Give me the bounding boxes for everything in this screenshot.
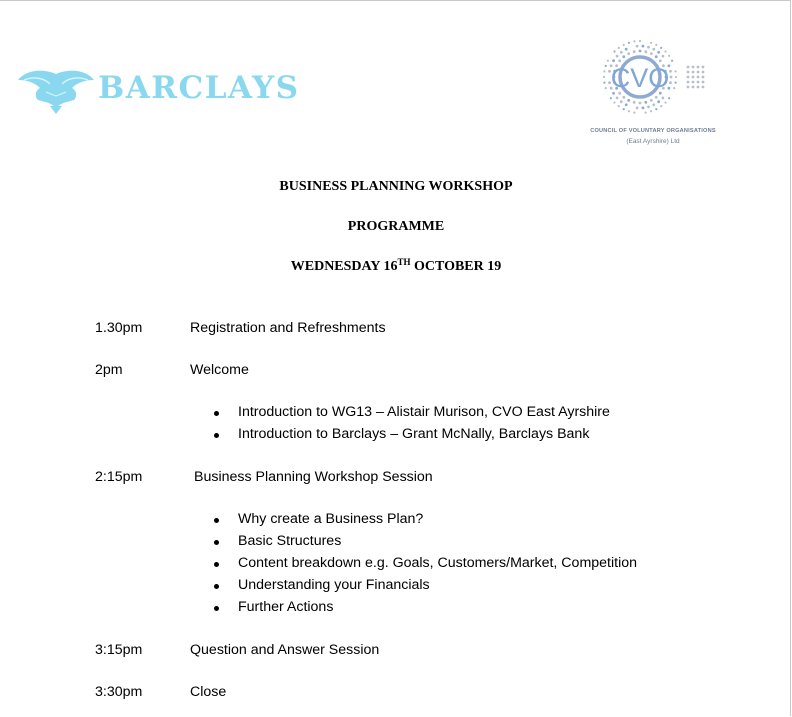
cvo-dot	[644, 50, 647, 53]
cvo-dot	[662, 55, 665, 58]
cvo-dot	[675, 82, 677, 84]
cvo-dot	[687, 66, 690, 69]
cvo-logo	[590, 33, 716, 151]
cvo-dot	[687, 71, 690, 74]
cvo-dot	[647, 105, 650, 108]
cvo-dot	[687, 76, 690, 79]
cvo-dot	[650, 42, 652, 44]
cvo-dot	[650, 99, 653, 102]
cvo-dot	[622, 55, 625, 58]
cvo-dot	[655, 44, 657, 46]
cvo-dot	[687, 86, 690, 89]
cvo-full-name: COUNCIL OF VOLUNTARY ORGANISATIONS	[590, 128, 716, 134]
cvo-dot	[613, 101, 615, 103]
cvo-dot	[702, 86, 705, 89]
cvo-dot	[657, 51, 660, 54]
cvo-dot	[633, 40, 635, 42]
cvo-dot	[645, 112, 647, 114]
cvo-dot	[605, 65, 607, 67]
cvo-dot	[697, 81, 700, 84]
cvo-dot	[668, 97, 670, 99]
bullet-dot	[214, 518, 219, 523]
agenda-time: 1.30pm	[95, 320, 143, 336]
cvo-dot	[697, 66, 700, 69]
cvo-dot	[655, 96, 658, 99]
cvo-dot	[618, 59, 621, 62]
cvo-dot	[702, 71, 705, 74]
cvo-dot	[692, 66, 695, 69]
cvo-dot	[697, 71, 700, 74]
cvo-dot	[675, 76, 677, 78]
agenda-item: Question and Answer Session	[190, 642, 380, 658]
cvo-dot	[664, 50, 666, 52]
cvo-dot	[659, 59, 662, 62]
agenda-item: Business Planning Workshop Session	[194, 469, 433, 485]
cvo-dot	[669, 70, 672, 73]
cvo-dot	[702, 66, 705, 69]
cvo-dot	[655, 55, 658, 58]
cvo-dot	[605, 87, 607, 89]
cvo-dot	[662, 97, 665, 100]
cvo-dot	[639, 50, 642, 53]
cvo-dot	[642, 107, 645, 110]
cvo-dot	[625, 103, 628, 106]
cvo-dot	[616, 55, 619, 58]
cvo-dot	[687, 81, 690, 84]
cvo-dot	[623, 108, 625, 110]
cvo-dot	[639, 40, 641, 42]
cvo-dot	[669, 81, 672, 84]
cvo-letters: CVO	[610, 63, 670, 93]
cvo-dot	[642, 45, 645, 48]
date-prefix: WEDNESDAY 16	[290, 259, 398, 274]
agenda-item: Welcome	[190, 362, 249, 378]
bullet-dot	[214, 411, 219, 416]
agenda-item: Registration and Refreshments	[190, 320, 386, 336]
cvo-dot	[652, 103, 655, 106]
cvo-dot	[623, 44, 625, 46]
cvo-dot	[675, 70, 677, 72]
cvo-dot	[633, 101, 636, 104]
cvo-dot	[697, 86, 700, 89]
cvo-dot	[660, 105, 662, 107]
cvo-dot	[616, 97, 619, 100]
cvo-dot	[650, 110, 652, 112]
cvo-dot	[603, 70, 605, 72]
bullet-dot	[214, 584, 219, 589]
cvo-dot	[603, 82, 605, 84]
cvo-dot	[647, 46, 650, 49]
agenda-time: 3:30pm	[95, 684, 143, 700]
cvo-dot	[692, 71, 695, 74]
agenda-time: 2pm	[95, 362, 123, 378]
date-superscript: TH	[397, 257, 411, 267]
cvo-dot	[639, 102, 642, 105]
cvo-dot	[692, 86, 695, 89]
cvo-dot	[697, 76, 700, 79]
cvo-dot	[644, 101, 647, 104]
workshop-title: BUSINESS PLANNING WORKSHOP	[279, 179, 513, 194]
cvo-dot	[627, 52, 630, 55]
cvo-dot	[620, 100, 623, 103]
cvo-dot	[607, 60, 609, 62]
cvo-dot	[625, 48, 628, 51]
cvo-dot	[670, 76, 673, 79]
cvo-dot	[628, 42, 630, 44]
cvo-dot	[636, 107, 639, 110]
cvo-dot	[702, 76, 705, 79]
programme-title: PROGRAMME	[347, 219, 445, 234]
cvo-dot	[610, 97, 612, 99]
agenda-time: 2:15pm	[95, 469, 143, 485]
cvo-dot	[603, 76, 605, 78]
event-date	[0, 259, 792, 275]
cvo-dot	[628, 110, 630, 112]
cvo-region: (East Ayrshire) Ltd	[626, 138, 680, 145]
cvo-dot	[692, 81, 695, 84]
cvo-dot	[671, 60, 673, 62]
cvo-dot	[636, 45, 639, 48]
barclays-logo	[16, 66, 332, 116]
cvo-dot	[673, 87, 675, 89]
cvo-dot	[692, 76, 695, 79]
cvo-dot	[664, 101, 666, 103]
cvo-dot	[668, 55, 670, 57]
date-suffix: OCTOBER 19	[410, 259, 502, 274]
cvo-dot	[612, 59, 615, 62]
bullet-dot	[214, 562, 219, 567]
cvo-dot	[627, 99, 630, 102]
cvo-dot	[620, 51, 623, 54]
cvo-emblem-icon	[590, 33, 716, 125]
cvo-dot	[660, 47, 662, 49]
agenda-item: Close	[190, 684, 227, 700]
cvo-dot	[702, 81, 705, 84]
bullet-dot	[214, 433, 219, 438]
cvo-dot	[633, 50, 636, 53]
barclays-wordmark: BARCLAYS	[98, 70, 300, 106]
cvo-dot	[613, 50, 615, 52]
cvo-dot	[655, 108, 657, 110]
cvo-dot	[650, 52, 653, 55]
bullet-dot	[214, 540, 219, 545]
cvo-dot	[618, 105, 620, 107]
cvo-dot	[652, 48, 655, 51]
cvo-dot	[618, 47, 620, 49]
cvo-dot	[622, 96, 625, 99]
bullet-dot	[214, 606, 219, 611]
cvo-dot	[657, 100, 660, 103]
agenda-time: 3:15pm	[95, 642, 143, 658]
cvo-dot	[633, 112, 635, 114]
barclays-eagle-icon	[16, 66, 96, 116]
